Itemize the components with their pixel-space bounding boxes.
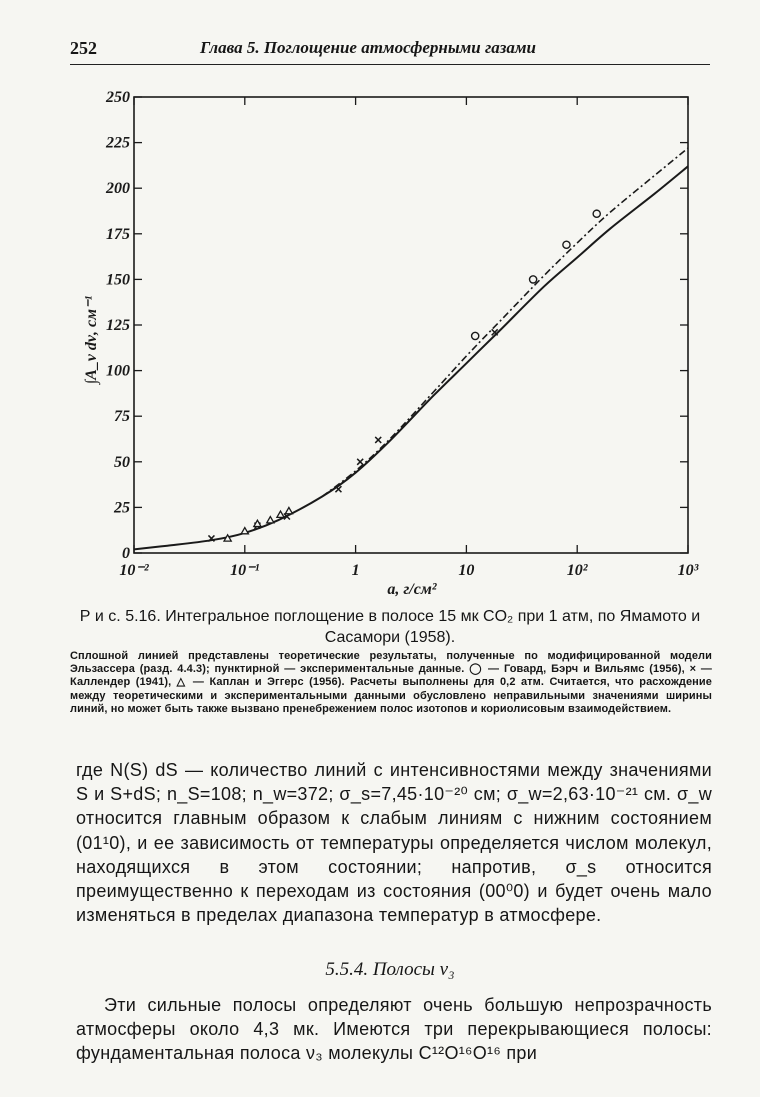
running-head-title: Глава 5. Поглощение атмосферными газами	[200, 38, 537, 57]
y-tick-label: 150	[106, 271, 130, 289]
data-point-circle	[472, 332, 479, 339]
x-tick-label: 1	[351, 562, 360, 579]
data-point-triangle	[277, 511, 284, 517]
x-tick-label: 10⁻²	[119, 562, 149, 579]
x-tick-label: 10⁻¹	[230, 562, 260, 579]
data-point-triangle	[241, 528, 248, 534]
figure-caption-note: Сплошной линией представлены теоретические результаты, полученные по модифицированной модели Эльзассера (разд. 4.4.3); пунктирной — экспериментальные данные. ◯ — Говард, Бэрч и Вильямс (1956), × — Каллендер (1941), △ — Каплан и Эггерс (1956). Расчеты выполнены для 0,2 атм. Считается, что расхождение между теоретическими и экспериментальными данными обусловлено неправильными значениями ширины линий, но может быть также вызвано пренебрежением полос изотопов и кориолисовым взаимодействием.	[70, 650, 712, 715]
y-tick-label: 200	[106, 180, 130, 198]
experimental-dash-dot-curve	[322, 148, 688, 496]
y-tick-label: 50	[114, 453, 130, 471]
y-tick-label: 75	[114, 408, 130, 426]
x-tick-label: 10³	[677, 562, 699, 579]
data-point-cross	[357, 459, 363, 465]
data-point-circle	[593, 210, 600, 217]
data-point-circle	[563, 241, 570, 248]
section-title: 5.5.4. Полосы ν₃	[325, 959, 455, 980]
chart-ticks	[105, 89, 699, 579]
figure-caption-title: Р и с. 5.16. Интегральное поглощение в полосе 15 мк CO₂ при 1 атм, по Ямамото и Сасамори (1958).	[79, 608, 701, 646]
y-tick-label: 250	[106, 89, 130, 106]
y-tick-label: 100	[106, 362, 130, 380]
y-axis-label: ∫A_ν dν, см⁻¹	[83, 295, 100, 385]
page-number: 252	[70, 38, 97, 58]
chart-lines	[134, 148, 688, 549]
y-tick-label: 175	[106, 225, 130, 243]
data-point-circle	[530, 276, 537, 283]
data-point-cross	[375, 437, 381, 443]
y-tick-label: 225	[106, 134, 130, 152]
body-paragraph-2-text: Эти сильные полосы определяют очень большую непрозрачность атмосферы около 4,3 мк. Имеются три перекрывающиеся полосы: фундаментальная полоса ν₃ молекулы C¹²O¹⁶O¹⁶ при	[76, 995, 712, 1064]
body-paragraph-1: где N(S) dS — количество линий с интенсивностями между значениями S и S+dS; n_S=108; n_w=372; σ_s=7,45·10⁻²⁰ см; σ_w=2,63·10⁻²¹ см. σ_w относится главным образом к слабым линиям с нижним состоянием (01¹0), и ее зависимость от температуры определяется числом молекул, находящихся в этом состоянии; напротив, σ_s относится преимущественно к переходам из состояния (00⁰0) и будет очень мало изменяться в пределах диапазона температур в атмосфере.	[76, 760, 712, 926]
data-point-triangle	[267, 517, 274, 523]
y-tick-label: 125	[106, 317, 130, 334]
plot-frame	[134, 97, 688, 553]
x-axis-label: a, г/см²	[387, 581, 437, 598]
x-tick-label: 10²	[566, 562, 588, 579]
chart-markers	[208, 210, 600, 541]
data-point-triangle	[254, 520, 261, 526]
y-tick-label: 25	[114, 499, 130, 517]
x-tick-label: 10	[458, 562, 475, 579]
body-paragraph-2	[76, 993, 712, 1066]
theoretical-solid-curve	[134, 166, 688, 549]
data-point-triangle	[285, 507, 292, 513]
chart-axes	[134, 97, 688, 553]
y-tick-label: 0	[122, 545, 130, 562]
